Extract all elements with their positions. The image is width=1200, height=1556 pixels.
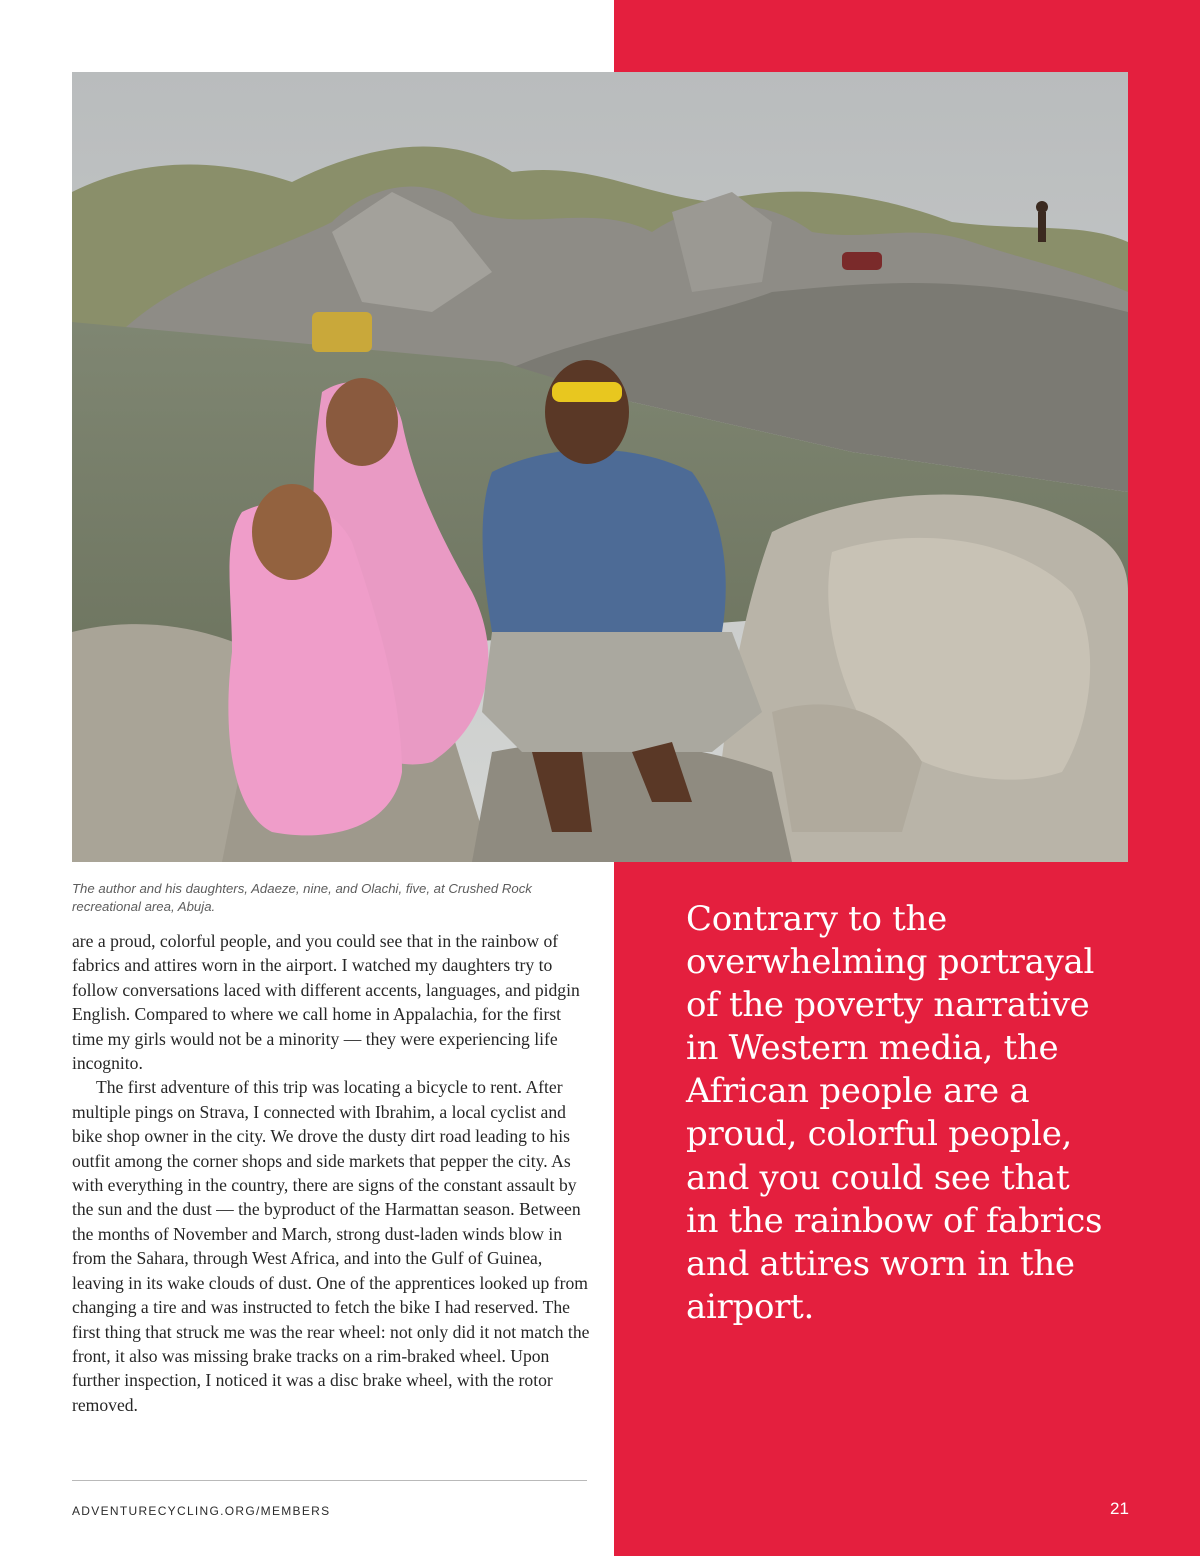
photo-caption: The author and his daughters, Adaeze, nine, and Olachi, five, at Crushed Rock recreational area, Abuja. [72,881,532,914]
pull-quote: Contrary to the overwhelming portrayal of the poverty narrative in Western media, the African people are a proud, colorful people, and you could see that in the rainbow of fabrics and attires worn in the airport. [686,899,1103,1327]
footer-divider [72,1480,587,1481]
footer-url[interactable]: ADVENTURECYCLING.ORG/MEMBERS [72,1504,331,1518]
article-body [72,929,592,1417]
body-paragraph: are a proud, colorful people, and you could see that in the rainbow of fabrics and attires worn in the airport. I watched my daughters try to follow conversations laced with different accents, languages, and pidgin English. Compared to where we call home in Appalachia, for the first time my girls would not be a minority — they were experiencing life incognito. [72,931,580,1074]
photo [72,72,1128,862]
page-number: 21 [1110,1499,1129,1518]
body-paragraph: The first adventure of this trip was locating a bicycle to rent. After multiple pings on Strava, I connected with Ibrahim, a local cyclist and bike shop owner in the city. We drove the dusty dirt road leading to his outfit among the corner shops and side markets that pepper the city. As with everything in the country, there are signs of the constant assault by the sun and the dust — the byproduct of the Harmattan season. Between the months of November and March, strong dust-laden winds blow in from the Sahara, through West Africa, and into the Gulf of Guinea, leaving in its wake clouds of dust. One of the apprentices looked up from changing a tire and was instructed to fetch the bike I had reserved. The first thing that struck me was the rear wheel: not only did it not match the front, it also was missing brake tracks on a rim-braked wheel. Upon further inspection, I noticed it was a disc brake wheel, with the rotor removed. [72,1077,590,1415]
photo-quarry-family-icon [72,72,1128,862]
